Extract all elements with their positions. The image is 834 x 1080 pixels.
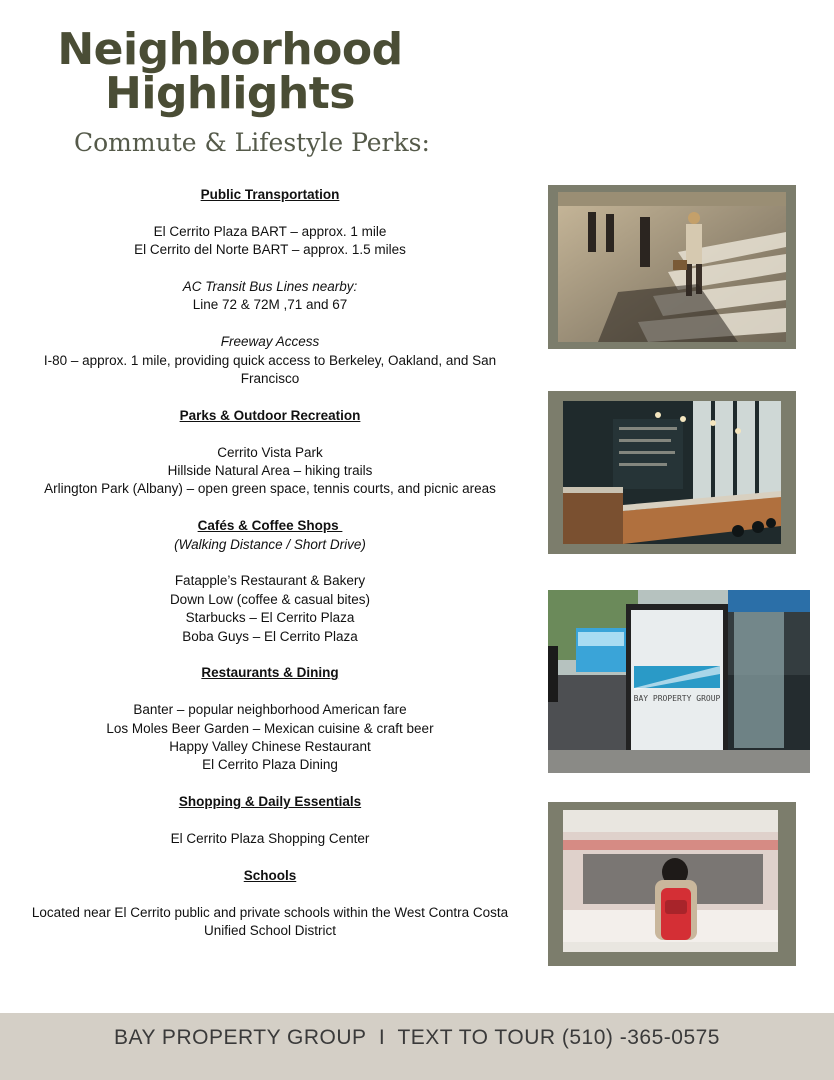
cafe-photo [548,391,796,554]
list-item: Starbucks – El Cerrito Plaza [185,610,355,626]
list-item: Fatapple’s Restaurant & Bakery [174,573,366,589]
list-item: Line 72 & 72M ,71 and 67 [192,297,348,313]
list-item: Happy Valley Chinese Restaurant [169,739,371,755]
bus-stop-illustration [548,590,810,773]
page-title [40,24,420,119]
list-item: Hillside Natural Area – hiking trails [167,463,373,479]
section-parks [30,407,510,499]
section-heading: Shopping & Daily Essentials [178,794,362,810]
section-cafes [30,517,510,646]
footer-contact: BAY PROPERTY GROUP I TEXT TO TOUR (510) -365-0575 [114,1026,720,1049]
bus-stop-photo [548,590,810,773]
section-heading: Restaurants & Dining [201,665,339,681]
list-item: Cerrito Vista Park [217,444,323,460]
list-item: El Cerrito Plaza Shopping Center [170,831,370,847]
section-heading: Cafés & Coffee Shops [197,518,343,534]
title-line-2: Highlights [105,68,355,119]
section-transport [30,186,510,388]
section-heading: Public Transportation [200,187,340,202]
crosswalk-photo [548,185,796,349]
list-item: El Cerrito Plaza Dining [202,757,338,773]
list-item: Los Moles Beer Garden – Mexican cuisine & craft beer [106,720,434,736]
page-subtitle: Commute & Lifestyle Perks: [74,128,430,157]
section-shopping [30,793,510,848]
train-photo [548,802,796,966]
sub-label: (Walking Distance / Short Drive) [174,536,366,552]
list-item: El Cerrito del Norte BART – approx. 1.5 miles [134,242,406,258]
train-illustration [563,810,778,952]
list-item: El Cerrito Plaza BART – approx. 1 mile [153,223,387,239]
section-schools [30,867,510,941]
list-item: Arlington Park (Albany) – open green space, tennis courts, and picnic areas [44,481,496,497]
crosswalk-illustration [558,192,786,342]
highlights-content [30,186,510,940]
section-heading: Parks & Outdoor Recreation [179,407,361,423]
list-item: I-80 – approx. 1 mile, providing quick access to Berkeley, Oakland, and San [43,352,497,368]
section-heading: Schools [243,867,297,883]
list-item: Banter – popular neighborhood American fare [133,702,407,718]
list-item: Down Low (coffee & casual bites) [169,591,371,607]
sub-label: Freeway Access [220,334,320,350]
list-item: Located near El Cerrito public and private schools within the West Contra Costa [31,904,509,920]
title-line-1: Neighborhood [57,24,403,75]
sub-label: AC Transit Bus Lines nearby: [182,279,358,294]
list-item: Boba Guys – El Cerrito Plaza [182,628,358,644]
cafe-illustration [563,401,781,544]
section-dining [30,664,510,774]
list-item: Francisco [240,371,300,387]
list-item: Unified School District [203,923,337,939]
billboard-text: BAY PROPERTY GROUP [633,694,721,703]
